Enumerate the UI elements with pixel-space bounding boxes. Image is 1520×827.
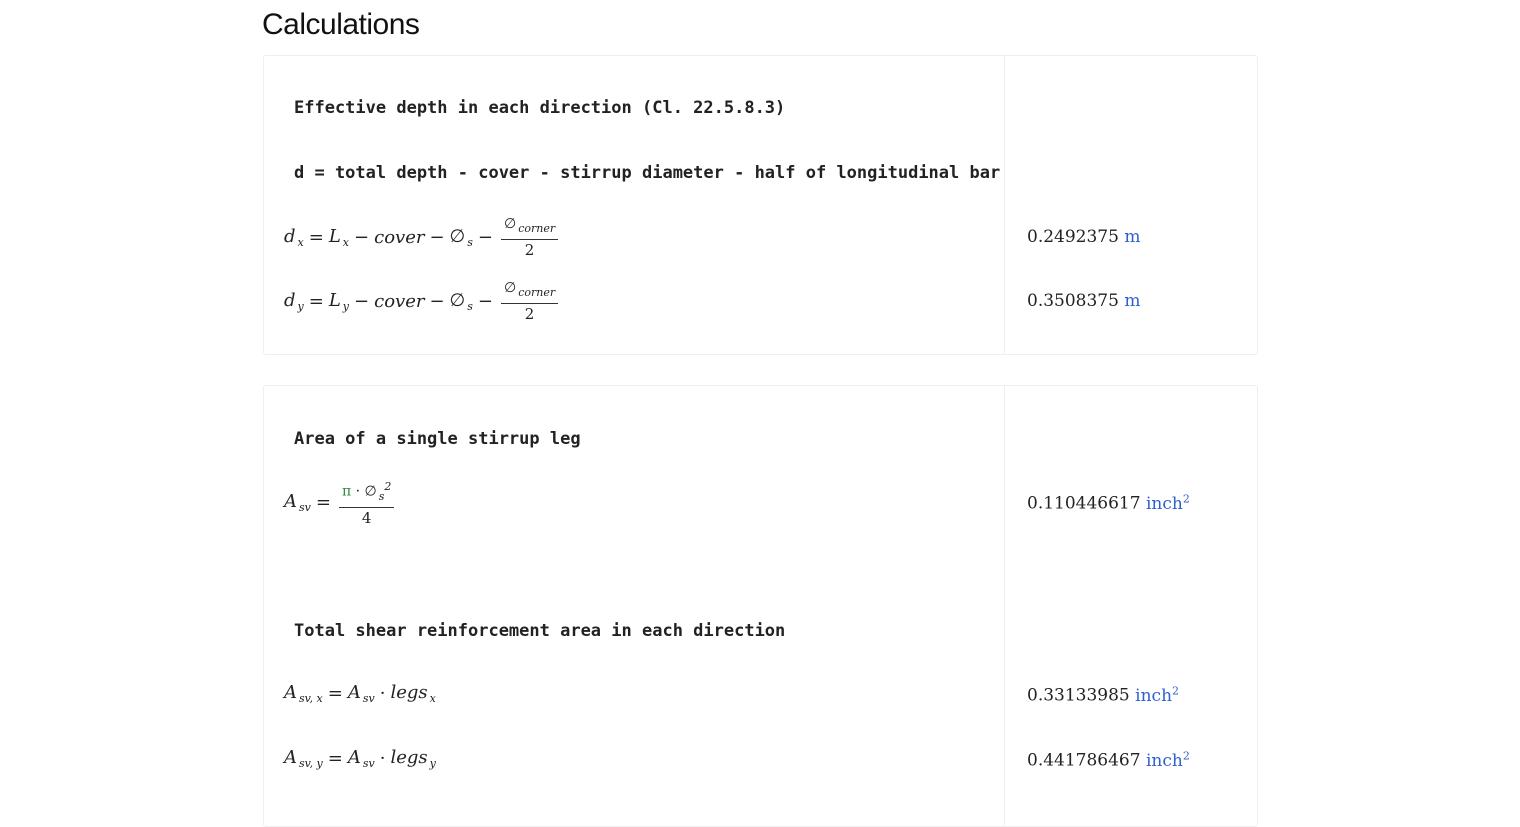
- result-dx-value: 0.2492375: [1027, 227, 1119, 247]
- formula-asvy: A $_{sv, y}$ = A $_{sv}$ · legs $_y$: [284, 747, 436, 770]
- result-asv-unit: inch$^2$: [1145, 492, 1190, 514]
- result-dx: [1027, 227, 1140, 247]
- result-asvy-unit: inch$^2$: [1145, 749, 1190, 771]
- formula-dx: d $_x$ = L $_x$ − cover − ∅ $_s$ − $\frac{\emptyset _{corner}}{2}$: [284, 216, 561, 258]
- page-title: Calculations: [262, 8, 420, 41]
- result-asvy: [1027, 749, 1190, 771]
- result-dy: [1027, 291, 1140, 311]
- result-dx-unit: m: [1124, 227, 1141, 247]
- result-asvx: [1027, 684, 1179, 706]
- result-asv-value: 0.110446617: [1027, 493, 1141, 514]
- result-asvy-value: 0.441786467: [1027, 750, 1141, 771]
- result-asvx-value: 0.33133985: [1027, 685, 1130, 706]
- column-divider: [1004, 386, 1005, 826]
- column-divider: [1004, 56, 1005, 354]
- formula-dy: d $_y$ = L $_y$ − cover − ∅ $_s$ − $\frac{\emptyset _{corner}}{2}$: [284, 280, 561, 322]
- effective-depth-description: d = total depth - cover - stirrup diameter - half of longitudinal bar: [294, 163, 1001, 183]
- formula-asv: A $_{sv}$ = $\frac{\pi \cdot \emptyset _s^2}{4}$: [284, 479, 397, 526]
- calc-card-effective-depth: [263, 55, 1258, 355]
- section-heading-stirrup-leg: Area of a single stirrup leg: [294, 429, 581, 449]
- result-dy-unit: m: [1124, 291, 1141, 311]
- result-asv: [1027, 492, 1190, 514]
- calc-card-stirrup-area: [263, 385, 1258, 827]
- formula-asvx: A $_{sv, x}$ = A $_{sv}$ · legs $_x$: [284, 682, 436, 705]
- section-heading-effective-depth: Effective depth in each direction (Cl. 22.5.8.3): [294, 98, 786, 118]
- result-dy-value: 0.3508375: [1027, 291, 1119, 311]
- result-asvx-unit: inch$^2$: [1135, 684, 1180, 706]
- section-heading-total-shear: Total shear reinforcement area in each direction: [294, 621, 786, 641]
